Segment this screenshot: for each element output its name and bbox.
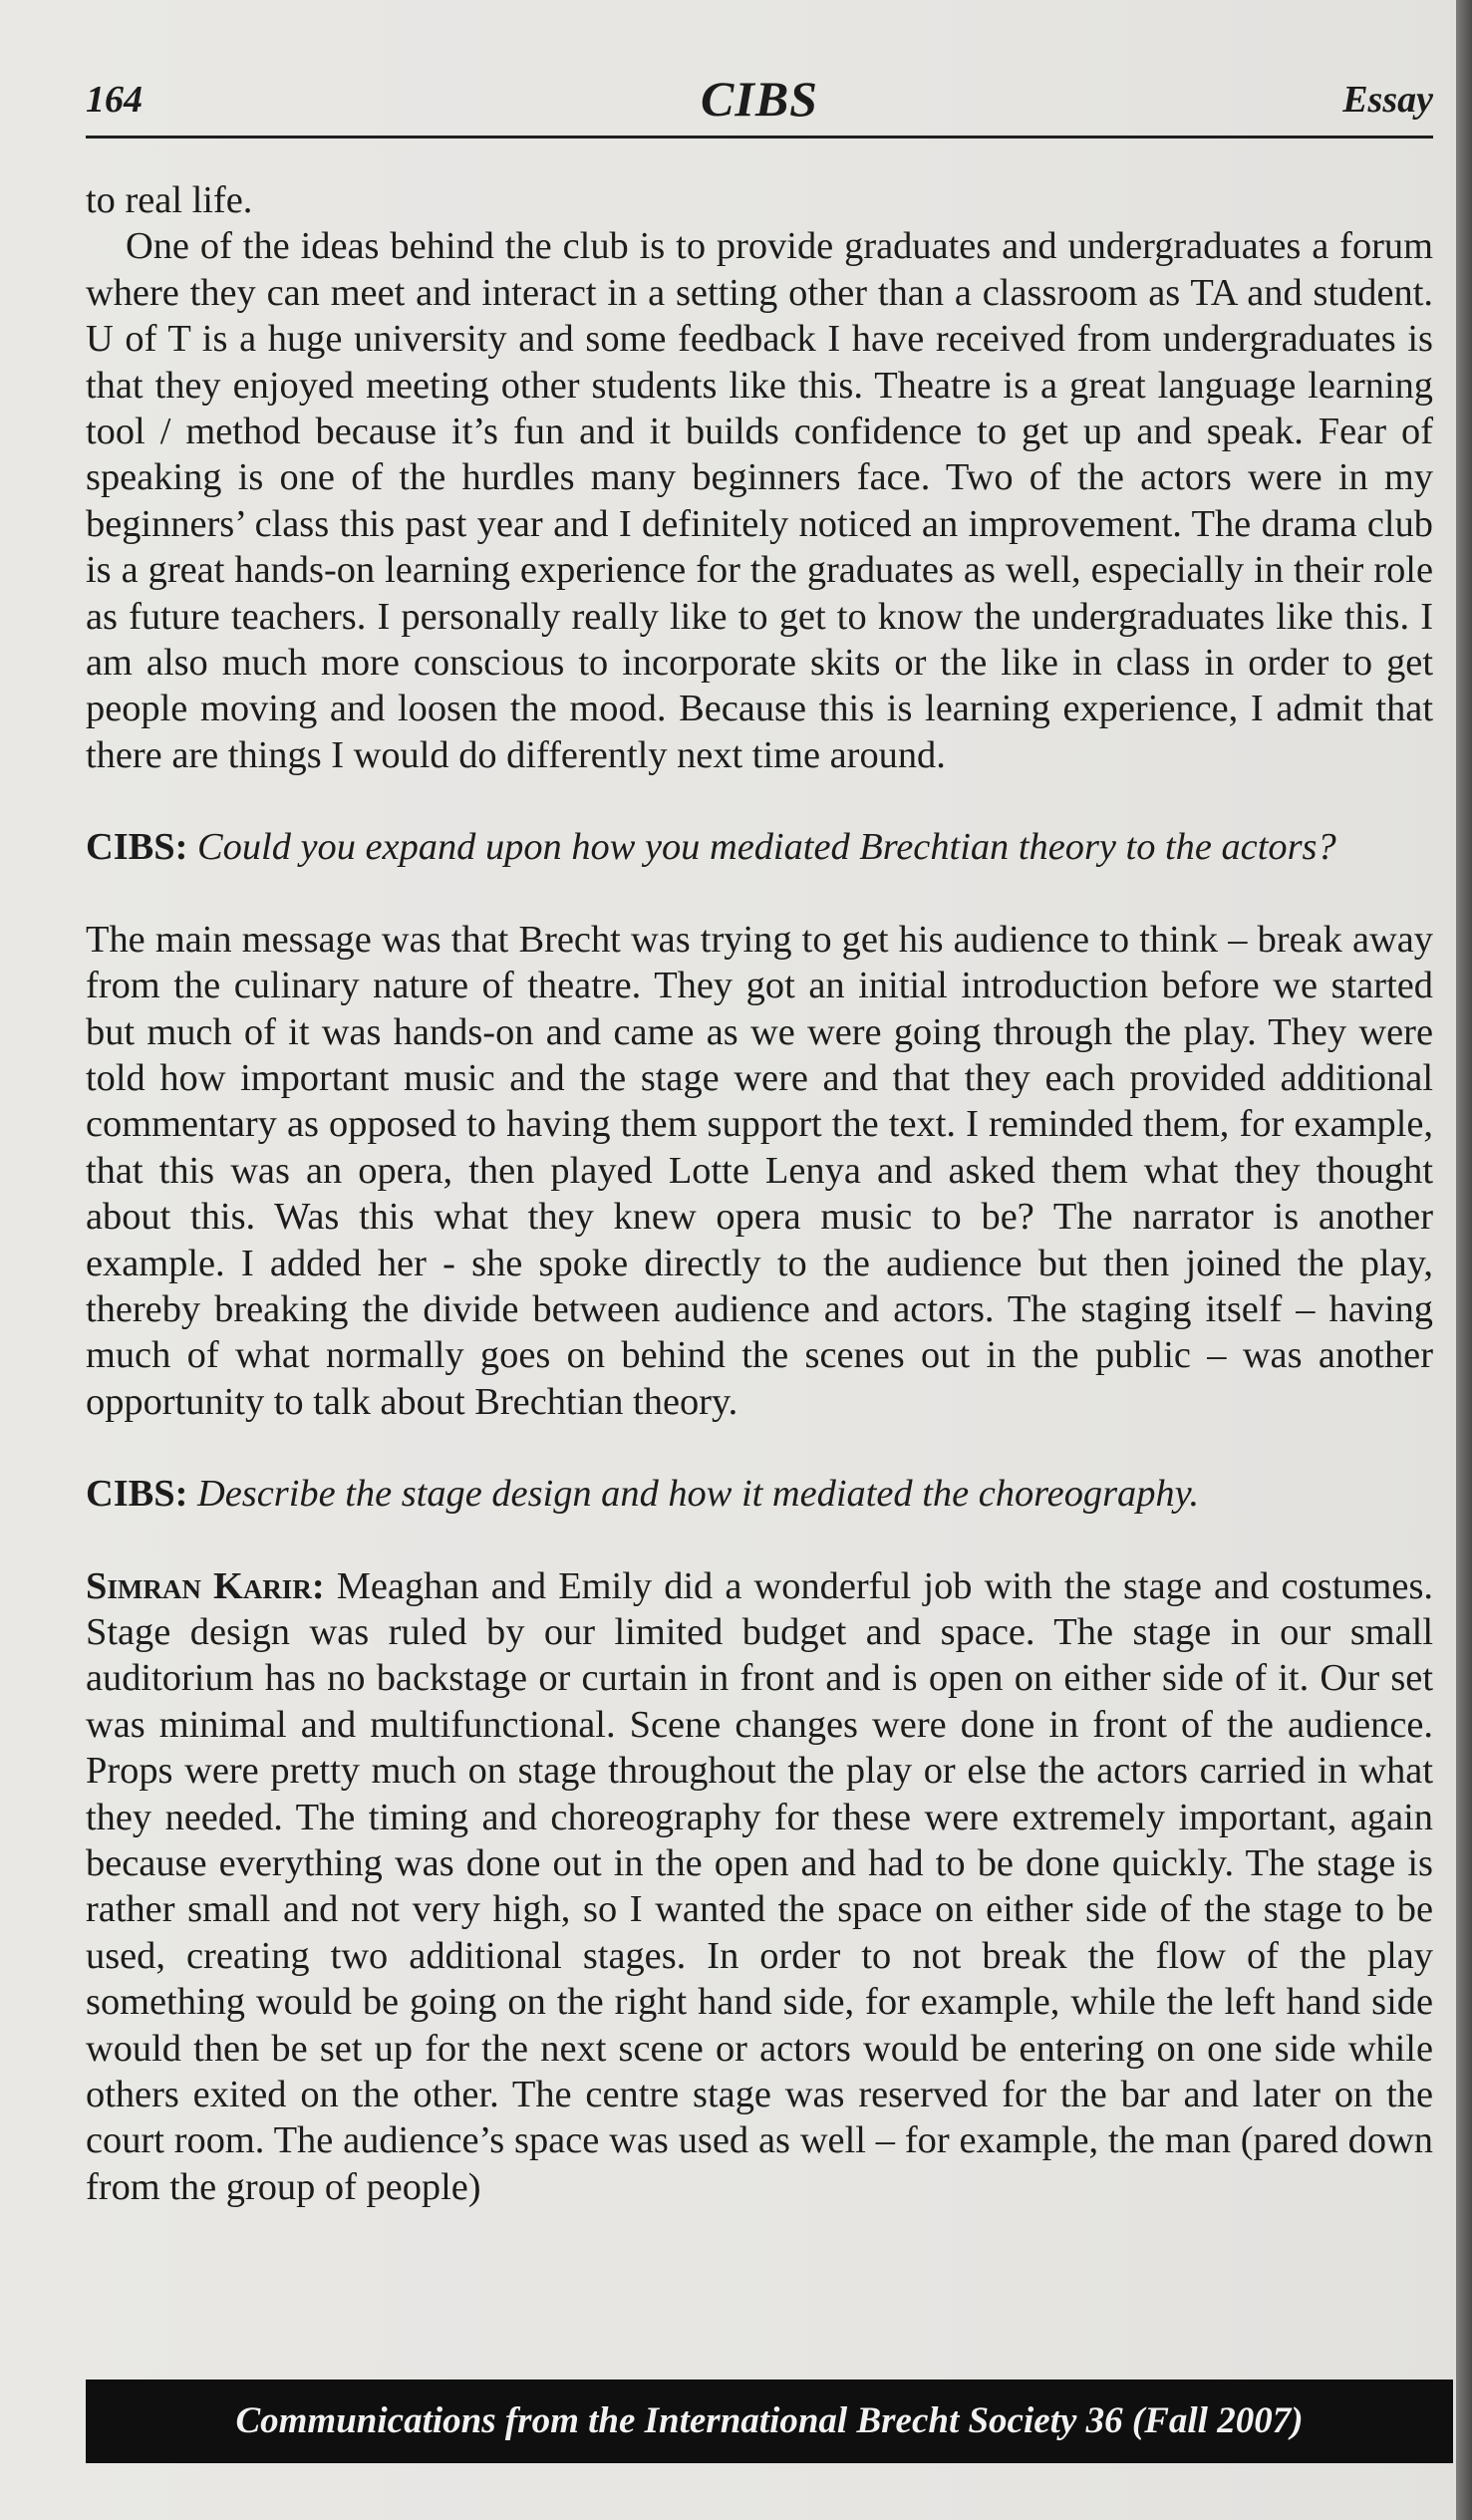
interview-question [86, 1471, 1433, 1517]
interview-answer: The main message was that Brecht was trying to get his audience to think – break away from the culinary nature of theatre. They got an initial introduction before we started but much of it was hands-on and came as we were going through the play. They were told how important music and the stage were and that they each provided additional commentary as opposed to having them support the text. I reminded them, for example, that this was an opera, then played Lotte Lenya and asked them what they thought about this. Was this what they knew opera music to be? The narrator is another example. I added her - she spoke directly to the audience but then joined the play, thereby breaking the divide between audience and actors. The staging itself – having much of what normally goes on behind the scenes out in the public – was another opportunity to talk about Brechtian theory. [86, 918, 1433, 1423]
answer-text: Meaghan and Emily did a wonderful job with the stage and costumes. Stage design was ruled by our limited budget and space. The stage in our small auditorium has no backstage or curtain in front and is open on either side of it. Our set was minimal and multifunctional. Scene changes were done in front of the audience. Props were pretty much on stage throughout the play or else the actors carried in what they needed. The timing and choreography for these were extremely important, again because everything was done out in the open and had to be done quickly. The stage is rather small and not very high, so I wanted the space on either side of the stage to be used, creating two additional stages. In order to not break the flow of the play something would be going on the right hand side, for example, while the left hand side would then be set up for the next scene or actors would be entering on one side while others exited on the other. The centre stage was reserved for the bar and later on the court room. The audience’s space was used as well – for example, the man (pared down from the group of people) [86, 1564, 1433, 2208]
journal-title: CIBS [701, 71, 818, 127]
page-edge-shadow [1456, 0, 1472, 2520]
page-number: 164 [86, 79, 143, 121]
question-text: Describe the stage design and how it mediated the choreography. [197, 1473, 1200, 1516]
paragraph-continued: to real life. [86, 179, 253, 221]
question-speaker: CIBS: [86, 1473, 188, 1516]
question-text: Could you expand upon how you mediated Brechtian theory to the actors? [197, 826, 1336, 869]
running-header [86, 70, 1433, 139]
interview-answer [86, 1563, 1433, 2211]
article-body [86, 177, 1433, 2210]
answer-speaker: Simran Karir: [86, 1564, 325, 1607]
section-label: Essay [1342, 79, 1433, 121]
paragraph: One of the ideas behind the club is to provide graduates and undergraduates a forum where they can meet and interact in a setting other than a classroom as TA and student. U of T is a huge university and some feedback I have received from undergraduates is that they enjoyed meeting other students like this. Theatre is a great language learning tool / method because it’s fun and it builds confidence to get up and speak. Fear of speaking is one of the hurdles many beginners face. Two of the actors were in my beginners’ class this past year and I definitely noticed an improvement. The drama club is a great hands-on learning experience for the graduates as well, especially in their role as future teachers. I personally really like to get to know the undergraduates like this. I am also much more conscious to incorporate skits or the like in class in order to get people moving and loosen the mood. Because this is learning experience, I admit that there are things I would do differently next time around. [86, 225, 1433, 776]
journal-footer-banner: Communications from the International Brecht Society 36 (Fall 2007) [86, 2380, 1453, 2463]
interview-question [86, 824, 1433, 870]
question-speaker: CIBS: [86, 826, 188, 869]
